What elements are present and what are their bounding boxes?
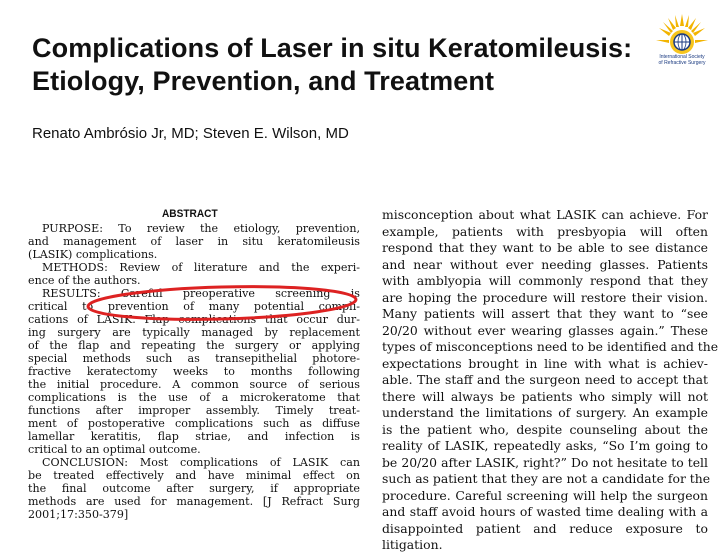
body-line: such as patient that they are not a candidate for the xyxy=(382,471,711,486)
body-line: understand the limitations of surgery. An example xyxy=(382,405,708,420)
body-line: with amblyopia will commonly respond that they xyxy=(382,273,708,288)
body-line: is the patient who, despite counseling about the xyxy=(382,421,708,437)
body-text-column xyxy=(382,207,719,552)
body-line: and staff avoid hours of wasted time dealing with a xyxy=(382,504,708,519)
title-line-1: Complications of Laser in situ Keratomileusis: xyxy=(32,33,633,63)
abstract-line: METHODS: Review of literature and the experi- xyxy=(42,261,360,274)
abstract-line: functions after improper assembly. Timely treat- xyxy=(28,404,360,417)
abstract-line: be treated effectively and have minimal effect on xyxy=(28,469,360,482)
sun-globe-icon xyxy=(654,12,710,56)
abstract-line: methods are used for management. [J Refract Surg xyxy=(28,495,360,508)
abstract-line: ing surgery are typically managed by replacement xyxy=(28,326,360,339)
body-line: and near without ever needing glasses. Patients xyxy=(382,256,708,272)
abstract-line: 2001;17:350-379] xyxy=(28,508,129,521)
abstract-line: lamellar keratitis, flap striae, and infection is xyxy=(28,430,360,443)
body-line: types of misconceptions need to be identified and the xyxy=(382,339,719,354)
abstract-line: the final outcome after surgery, if appropriate xyxy=(28,482,360,495)
abstract-line: ment of postoperative complications such as diffuse xyxy=(28,417,360,430)
abstract-line: the initial procedure. A common source of serious xyxy=(28,378,360,391)
abstract-line: (LASIK) complications. xyxy=(28,248,158,261)
journal-logo xyxy=(654,12,710,72)
author-list: Renato Ambrósio Jr, MD; Steven E. Wilson, MD xyxy=(32,125,349,142)
body-line: misconception about what LASIK can achieve. For xyxy=(382,207,708,222)
abstract-line: critical to an optimal outcome. xyxy=(28,443,201,456)
abstract-line: ence of the authors. xyxy=(28,274,141,287)
abstract-line: RESULTS: Careful preoperative screening is xyxy=(42,287,360,300)
abstract-line: fractive keratectomy weeks to months following xyxy=(28,365,360,378)
abstract-line: cations of LASIK. Flap complications that occur dur- xyxy=(28,313,360,326)
abstract-line: and management of laser in situ keratomileusis xyxy=(28,235,360,248)
abstract-line: PURPOSE: To review the etiology, prevention, xyxy=(42,222,360,235)
paper-title xyxy=(32,32,642,98)
body-line: example, patients with presbyopia will often xyxy=(382,223,708,239)
title-line-2: Etiology, Prevention, and Treatment xyxy=(32,66,495,96)
abstract-body xyxy=(28,222,360,521)
logo-caption: International Society of Refractive Surgery xyxy=(658,54,706,66)
body-line: Many patients will assert that they want to “see xyxy=(382,306,708,321)
abstract-line: of the flap and repeating the surgery or applying xyxy=(28,339,360,352)
body-line: are hoping the procedure will restore their vision. xyxy=(382,289,708,305)
body-line: 20/20 without ever wearing glasses again.” These xyxy=(382,322,708,338)
body-line: respond that they want to be able to see distance xyxy=(382,240,708,255)
body-line: procedure. Careful screening will help the surgeon xyxy=(382,487,708,503)
body-line: there will always be patients who simply will not xyxy=(382,388,708,404)
abstract-line: special methods such as transepithelial photore- xyxy=(28,352,360,365)
body-line: reality of LASIK, repeatedly asks, “So I’m going to xyxy=(382,438,708,453)
abstract-line: critical to prevention of many potential compli- xyxy=(28,300,360,313)
body-line: expectations brought in line with what is achiev- xyxy=(382,355,708,371)
abstract-heading: ABSTRACT xyxy=(162,208,218,220)
abstract-line: complications is the use of a microkeratome that xyxy=(28,391,360,404)
body-line: be 20/20 after LASIK, right?” Do not hesitate to tell xyxy=(382,454,708,470)
body-line: able. The staff and the surgeon need to accept that xyxy=(382,372,708,387)
body-line: litigation. xyxy=(382,537,443,552)
body-line: disappointed patient and reduce exposure to xyxy=(382,520,708,536)
abstract-line: CONCLUSION: Most complications of LASIK can xyxy=(42,456,360,469)
